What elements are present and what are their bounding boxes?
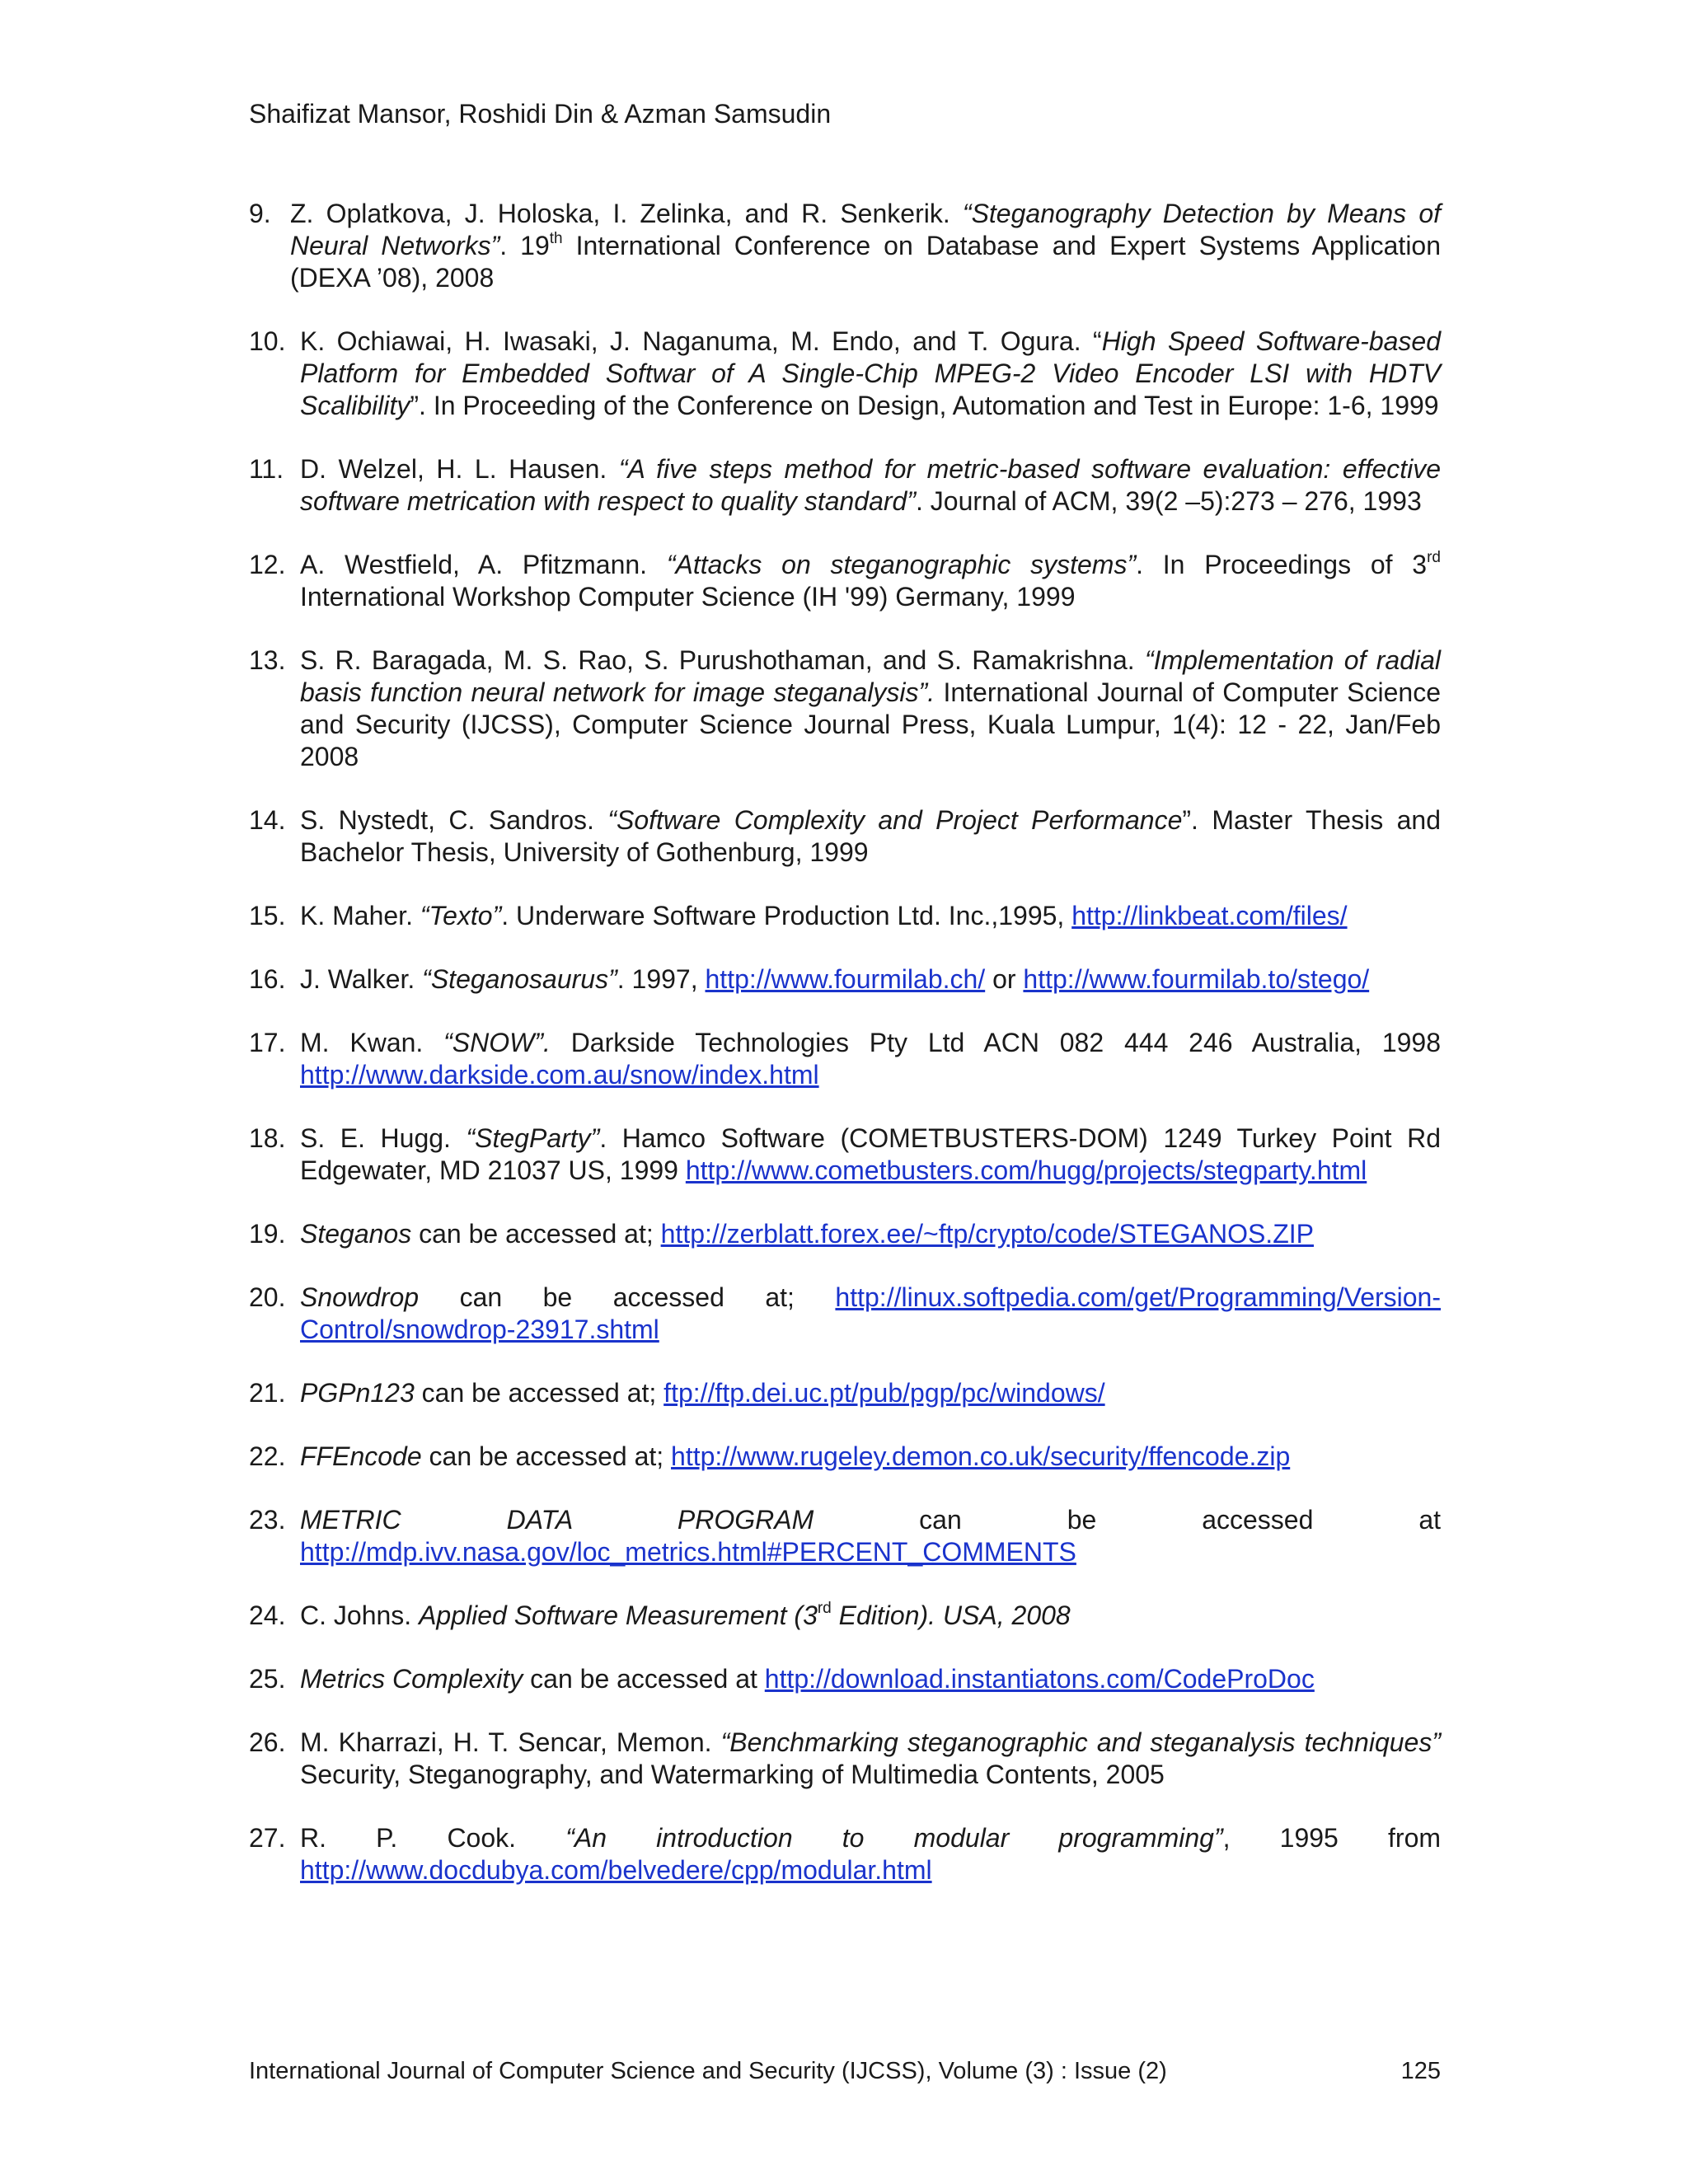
reference-title: Steganos (300, 1219, 412, 1249)
reference-link[interactable]: http://www.rugeley.demon.co.uk/security/ffencode.zip (671, 1441, 1291, 1471)
reference-item (249, 1441, 1441, 1473)
reference-title: Metrics Complexity (300, 1664, 523, 1694)
reference-list (249, 198, 1441, 1918)
reference-detail: Security, Steganography, and Watermarking of Multimedia Contents, 2005 (300, 1760, 1165, 1789)
reference-detail: International Journal of Computer Science and Security (IJCSS), Computer Science Journal Press, Kuala Lumpur, 1(4): 12 - 22, Jan/Feb 2008 (300, 677, 1442, 771)
reference-text (300, 644, 1441, 773)
reference-detail: International Conference on Database and Expert Systems Application (DEXA ’08), 2008 (290, 231, 1442, 293)
reference-detail: ”. Master Thesis and Bachelor Thesis, University of Gothenburg, 1999 (300, 805, 1442, 867)
reference-text (300, 453, 1441, 518)
reference-item (249, 1027, 1441, 1091)
reference-text (300, 1377, 1441, 1409)
reference-item (249, 453, 1441, 518)
reference-text (300, 1441, 1441, 1473)
reference-title: PGPn123 (300, 1378, 415, 1408)
reference-detail: . Journal of ACM, 39(2 –5):273 – 276, 1993 (916, 486, 1422, 516)
reference-authors: Z. Oplatkova, J. Holoska, I. Zelinka, and R. Senkerik. (290, 199, 963, 228)
reference-link[interactable]: http://zerblatt.forex.ee/~ftp/crypto/code/STEGANOS.ZIP (660, 1219, 1314, 1249)
reference-number: 27. (249, 1823, 286, 1853)
journal-citation: International Journal of Computer Science and Security (IJCSS), Volume (3) : Issue (2) (249, 2058, 1167, 2084)
reference-link[interactable]: ftp://ftp.dei.uc.pt/pub/pgp/pc/windows/ (663, 1378, 1105, 1408)
reference-item (249, 1282, 1441, 1346)
reference-text (290, 198, 1441, 294)
reference-number: 15. (249, 901, 286, 930)
reference-detail: can be accessed at; (414, 1378, 664, 1408)
reference-authors: C. Johns. (300, 1601, 420, 1630)
reference-detail: can be accessed at (523, 1664, 765, 1694)
reference-text (300, 1600, 1441, 1632)
reference-detail: . Hamco Software (COMETBUSTERS-DOM) 1249 Turkey Point Rd Edgewater, MD 21037 US, 1999 (300, 1123, 1442, 1185)
reference-number: 24. (249, 1601, 286, 1630)
ordinal-superscript: th (549, 230, 563, 247)
reference-first-line (300, 1504, 1441, 1536)
reference-title: “Steganosaurus” (422, 964, 617, 994)
reference-title: “Implementation of radial basis function neural network for image steganalysis”. (300, 645, 1442, 707)
reference-number: 13. (249, 645, 286, 675)
ordinal-superscript: rd (817, 1600, 832, 1617)
reference-title: High Speed Software-based Platform for Embedded Softwar of A Single-Chip MPEG-2 Video Encoder LSI with HDTV Scalibility (300, 326, 1442, 420)
reference-detail: can be accessed at; (419, 1282, 836, 1312)
reference-title: “Benchmarking steganographic and steganalysis techniques” (720, 1727, 1442, 1757)
reference-title: Snowdrop (300, 1282, 420, 1312)
reference-authors: R. P. Cook. (300, 1823, 566, 1853)
reference-link[interactable]: http://linkbeat.com/files/ (1071, 901, 1348, 930)
reference-detail: . 19 (499, 231, 550, 260)
reference-text (300, 549, 1441, 613)
reference-number: 21. (249, 1378, 286, 1408)
reference-link[interactable]: http://download.instantiatons.com/CodeProDoc (764, 1664, 1315, 1694)
reference-authors: S. R. Baragada, M. S. Rao, S. Purushothaman, and S. Ramakrishna. (300, 645, 1145, 675)
reference-detail: can be accessed at; (421, 1441, 672, 1471)
reference-text (300, 1727, 1441, 1791)
reference-item (249, 644, 1441, 773)
reference-detail: can be accessed at (814, 1505, 1441, 1535)
reference-item (249, 1727, 1441, 1791)
reference-text (300, 900, 1441, 932)
reference-title: “SNOW”. (443, 1028, 551, 1057)
reference-detail: can be accessed at; (411, 1219, 661, 1249)
reference-number: 12. (249, 550, 286, 579)
reference-title: “StegParty” (466, 1123, 600, 1153)
reference-number: 10. (249, 326, 286, 356)
reference-link[interactable]: http://www.fourmilab.to/stego/ (1023, 964, 1370, 994)
reference-detail: . In Proceedings of 3 (1136, 550, 1428, 579)
ordinal-superscript: rd (1427, 549, 1442, 566)
reference-text (300, 326, 1441, 422)
reference-text (300, 1504, 1441, 1568)
reference-title: “An introduction to modular programming” (565, 1823, 1223, 1853)
reference-item (249, 1377, 1441, 1409)
running-header: Shaifizat Mansor, Roshidi Din & Azman Samsudin (249, 99, 832, 129)
reference-text (300, 1122, 1441, 1187)
reference-link[interactable]: http://www.darkside.com.au/snow/index.html (300, 1060, 819, 1090)
reference-item (249, 804, 1441, 869)
reference-authors: S. Nystedt, C. Sandros. (300, 805, 608, 835)
reference-title: Applied Software Measurement (3 (419, 1601, 818, 1630)
reference-title: Edition). USA, 2008 (831, 1601, 1071, 1630)
reference-number: 19. (249, 1219, 286, 1249)
reference-authors: K. Maher. (300, 901, 420, 930)
reference-first-line (300, 1822, 1441, 1854)
reference-detail: ”. In Proceeding of the Conference on Design, Automation and Test in Europe: 1-6, 1999 (410, 391, 1439, 420)
reference-item (249, 1663, 1441, 1695)
reference-item (249, 1822, 1441, 1886)
reference-number: 14. (249, 805, 286, 835)
reference-detail: , 1995 from (1222, 1823, 1442, 1853)
reference-title: “Texto” (420, 901, 502, 930)
reference-text (300, 804, 1441, 869)
reference-text (300, 1282, 1441, 1346)
reference-detail: or (985, 964, 1024, 994)
reference-number: 17. (249, 1028, 286, 1057)
reference-authors: J. Walker. (300, 964, 423, 994)
reference-authors: M. Kwan. (300, 1028, 444, 1057)
reference-authors: S. E. Hugg. (300, 1123, 467, 1153)
reference-authors: A. Westfield, A. Pfitzmann. (300, 550, 667, 579)
reference-title: “Attacks on steganographic systems” (666, 550, 1137, 579)
reference-title: METRIC DATA PROGRAM (300, 1505, 814, 1535)
reference-item (249, 1218, 1441, 1250)
reference-item (249, 549, 1441, 613)
reference-link[interactable]: http://www.cometbusters.com/hugg/projects/stegparty.html (685, 1155, 1367, 1185)
reference-number: 11. (249, 454, 284, 484)
reference-number: 25. (249, 1664, 286, 1694)
reference-number: 16. (249, 964, 286, 994)
reference-detail: Darkside Technologies Pty Ltd ACN 082 444 246 Australia, 1998 (550, 1028, 1442, 1057)
reference-item (249, 198, 1441, 294)
reference-item (249, 963, 1441, 996)
reference-item (249, 1122, 1441, 1187)
reference-link[interactable]: http://mdp.ivv.nasa.gov/loc_metrics.html#PERCENT_COMMENTS (300, 1537, 1076, 1567)
reference-text (300, 1663, 1441, 1695)
reference-text (300, 1218, 1441, 1250)
reference-item (249, 1600, 1441, 1632)
reference-number: 23. (249, 1505, 286, 1535)
reference-detail: . Underware Software Production Ltd. Inc.,1995, (501, 901, 1072, 930)
reference-link[interactable]: http://www.docdubya.com/belvedere/cpp/modular.html (300, 1855, 932, 1885)
reference-authors: K. Ochiawai, H. Iwasaki, J. Naganuma, M. Endo, and T. Ogura. “ (300, 326, 1102, 356)
reference-item (249, 900, 1441, 932)
reference-number: 20. (249, 1282, 286, 1312)
reference-detail: International Workshop Computer Science (IH '99) Germany, 1999 (300, 582, 1076, 612)
reference-authors: D. Welzel, H. L. Hausen. (300, 454, 619, 484)
reference-title: “Steganography Detection by Means of Neural Networks” (290, 199, 1442, 260)
reference-number: 22. (249, 1441, 286, 1471)
reference-text (300, 1822, 1441, 1886)
reference-text (300, 1027, 1441, 1091)
reference-link[interactable]: http://linux.softpedia.com/get/Programming/Version-Control/snowdrop-23917.shtml (300, 1282, 1441, 1344)
page-number: 125 (1400, 2058, 1441, 2084)
reference-item (249, 1504, 1441, 1568)
page-footer (249, 2056, 1441, 2086)
reference-number: 9. (249, 199, 271, 228)
reference-title: “Software Complexity and Project Performance (607, 805, 1183, 835)
reference-text (300, 963, 1441, 996)
reference-title: FFEncode (300, 1441, 422, 1471)
reference-title: “A five steps method for metric-based software evaluation: effective software metrication with respect to quality standard” (300, 454, 1442, 516)
reference-link[interactable]: http://www.fourmilab.ch/ (705, 964, 986, 994)
reference-item (249, 326, 1441, 422)
reference-authors: M. Kharrazi, H. T. Sencar, Memon. (300, 1727, 721, 1757)
reference-number: 26. (249, 1727, 286, 1757)
reference-number: 18. (249, 1123, 286, 1153)
reference-detail: . 1997, (617, 964, 706, 994)
